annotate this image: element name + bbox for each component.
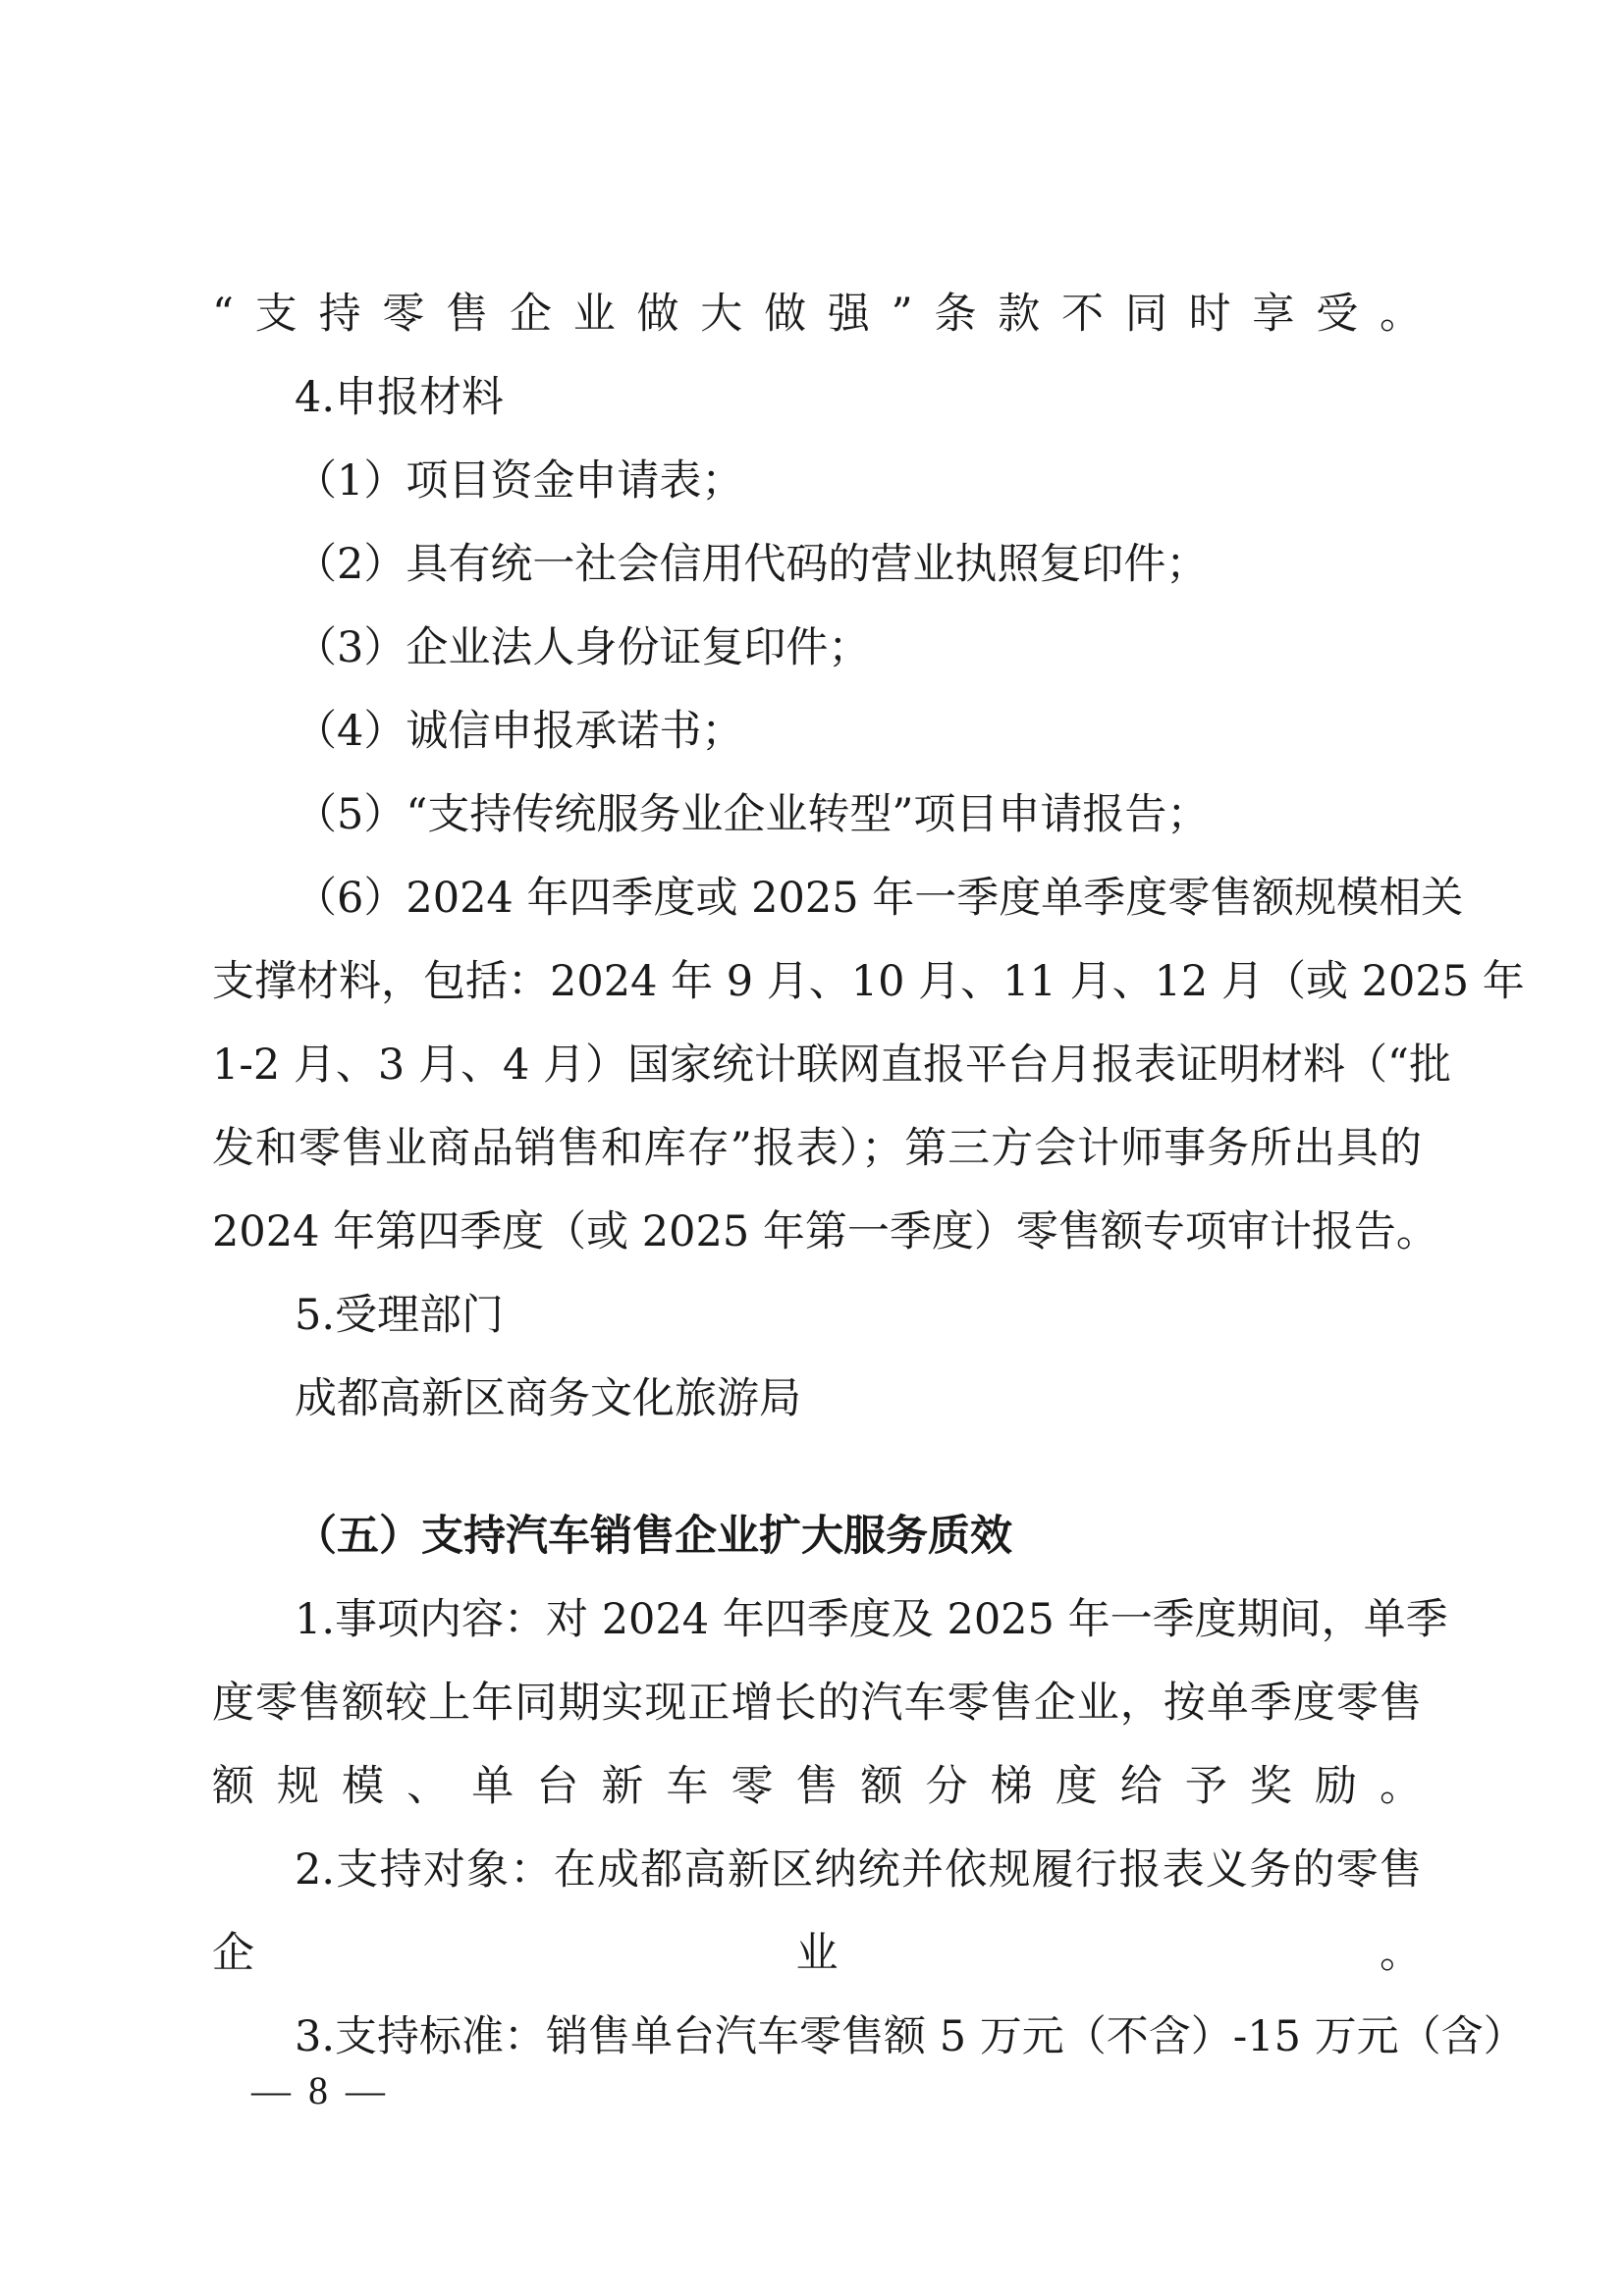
paragraph-line: 1.事项内容：对 2024 年四季度及 2025 年一季度期间，单季 (295, 1595, 1448, 1644)
paragraph-line: 额规模、单台新车零售额分梯度给予奖励。 (212, 1762, 1422, 1811)
section-heading: 5.受理部门 (295, 1291, 505, 1340)
list-item: （3）企业法人身份证复印件； (295, 623, 871, 672)
paragraph-line: 度零售额较上年同期实现正增长的汽车零售企业，按单季度零售 (212, 1679, 1422, 1728)
list-item: （6）2024 年四季度或 2025 年一季度单季度零售额规模相关 (295, 874, 1464, 923)
paragraph-line: 发和零售业商品销售和库存”报表）；第三方会计师事务所出具的 (212, 1124, 1422, 1173)
paragraph-line: 支撑材料，包括：2024 年 9 月、10 月、11 月、12 月（或 2025 年 (212, 957, 1525, 1006)
subsection-title: （五）支持汽车销售企业扩大服务质效 (295, 1512, 1012, 1561)
department-name: 成都高新区商务文化旅游局 (295, 1374, 801, 1423)
list-item: （5）“支持传统服务业企业转型”项目申请报告； (295, 790, 1210, 839)
section-heading: 4.申报材料 (295, 373, 505, 422)
paragraph-line: 企业。 (212, 1929, 1422, 1978)
page-number: — 8 — (251, 2068, 389, 2112)
list-item: （2）具有统一社会信用代码的营业执照复印件； (295, 540, 1209, 589)
paragraph-line: 1-2 月、3 月、4 月）国家统计联网直报平台月报表证明材料（“批 (212, 1041, 1451, 1090)
paragraph-line: 2.支持对象：在成都高新区纳统并依规履行报表义务的零售 (295, 1845, 1422, 1895)
paragraph-line: “支持零售企业做大做强”条款不同时享受。 (212, 290, 1422, 339)
list-item: （4）诚信申报承诺书； (295, 707, 744, 756)
paragraph-line: 3.支持标准：销售单台汽车零售额 5 万元（不含）-15 万元（含） (295, 2012, 1526, 2061)
list-item: （1）项目资金申请表； (295, 456, 744, 506)
paragraph-line: 2024 年第四季度（或 2025 年第一季度）零售额专项审计报告。 (212, 1207, 1438, 1256)
